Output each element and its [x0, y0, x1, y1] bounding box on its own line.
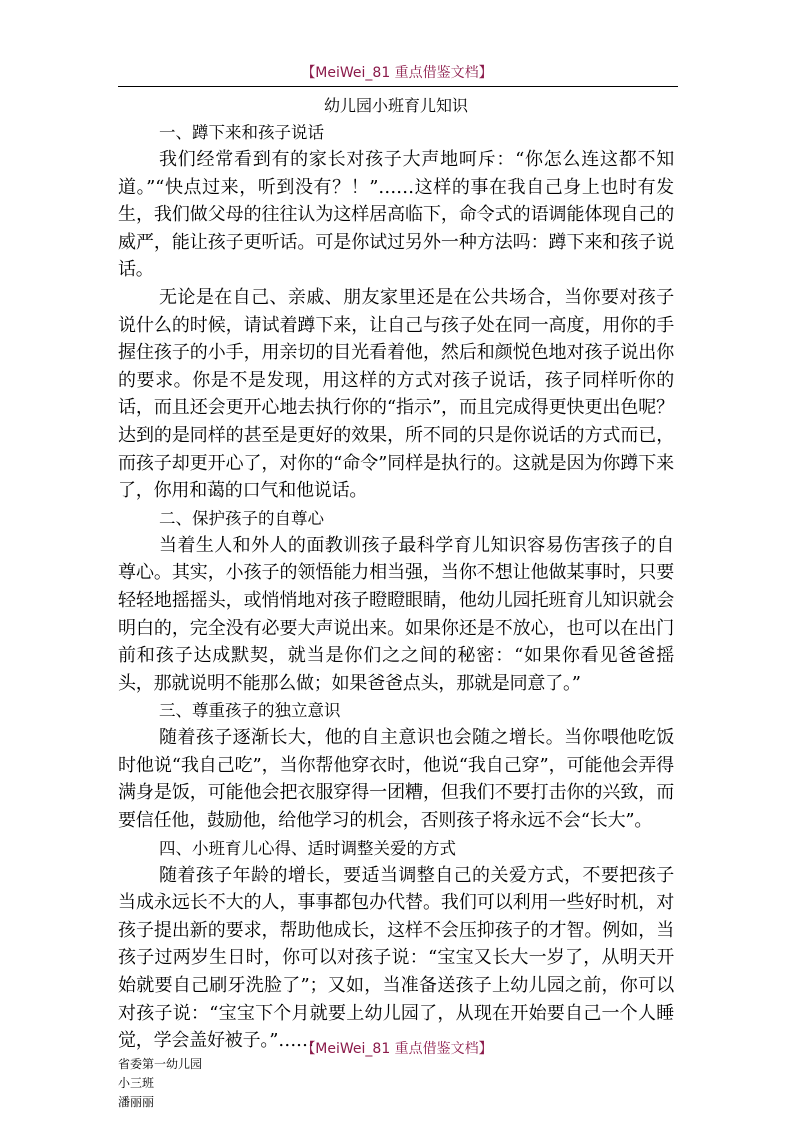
header-divider — [118, 86, 678, 87]
signature-block — [118, 1055, 674, 1112]
paragraph: 我们经常看到有的家长对孩子大声地呵斥：“你怎么连这都不知道。”“快点过来，听到没有？！”……这样的事在我自己身上也时有发生，我们做父母的往往认为这样居高临下，命令式的语调能体现自己的威严，能让孩子更听话。可是你试过另外一种方法吗：蹲下来和孩子说话。 — [118, 149, 674, 281]
page-footer-watermark: 【MeiWei_81 重点借鉴文档】 — [301, 1041, 493, 1057]
paragraph: 随着孩子逐渐长大，他的自主意识也会随之增长。当你喂他吃饭时他说“我自己吃”，当你帮他穿衣时，他说“我自己穿”，可能他会弄得满身是饭，可能他会把衣服穿得一团糟，但我们不要打击你的兴致，而要信任他，鼓励他，给他学习的机会，否则孩子将永远不会“长大”。 — [118, 727, 674, 832]
document-body — [118, 93, 674, 1112]
signature-class: 小三班 — [118, 1075, 155, 1090]
signature-school: 省委第一幼儿园 — [118, 1056, 203, 1071]
page-header-watermark: 【MeiWei_81 重点借鉴文档】 — [301, 65, 493, 81]
section-heading: 一、蹲下来和孩子说话 — [159, 123, 324, 142]
paragraph: 随着孩子年龄的增长，要适当调整自己的关爱方式，不要把孩子当成永远长不大的人，事事都包办代替。我们可以利用一些好时机，对孩子提出新的要求，帮助他成长，这样不会压抑孩子的才智。例如，当孩子过两岁生日时，你可以对孩子说：“宝宝又长大一岁了，从明天开始就要自己刷牙洗脸了”；又如，当准备送孩子上幼儿园之前，你可以对孩子说：“宝宝下个月就要上幼儿园了，从现在开始要自己一个人睡觉，学会盖好被子。”…… — [118, 864, 674, 1052]
document-title: 幼儿园小班育儿知识 — [323, 96, 468, 115]
section-heading: 四、小班育儿心得、适时调整关爱的方式 — [159, 838, 456, 858]
paragraph: 无论是在自己、亲戚、朋友家里还是在公共场合，当你要对孩子说什么的时候，请试着蹲下来，让自己与孩子处在同一高度，用你的手握住孩子的小手，用亲切的目光看着他，然后和颜悦色地对孩子说出你的要求。你是不是发现，用这样的方式对孩子说话，孩子同样听你的话，而且还会更开心地去执行你的“指示”，而且完成得更快更出色呢？达到的是同样的甚至是更好的效果，所不同的只是你说话的方式而已，而孩子却更开心了，对你的“命令”同样是执行的。这就是因为你蹲下来了，你用和蔼的口气和他说话。 — [118, 286, 674, 502]
paragraph: 当着生人和外人的面教训孩子最科学育儿知识容易伤害孩子的自尊心。其实，小孩子的领悟能力相当强，当你不想让他做某事时，只要轻轻地摇摇头，或悄悄地对孩子瞪瞪眼睛，他幼儿园托班育儿知识就会明白的，完全没有必要大声说出来。如果你还是不放心，也可以在出门前和孩子达成默契，就当是你们之之间的秘密：“如果你看见爸爸摇头，那就说明不能那么做；如果爸爸点头，那就是同意了。” — [118, 534, 674, 694]
signature-author: 潘丽丽 — [118, 1094, 155, 1109]
section-heading: 二、保护孩子的自尊心 — [159, 508, 324, 528]
section-heading: 三、尊重孩子的独立意识 — [159, 701, 341, 721]
